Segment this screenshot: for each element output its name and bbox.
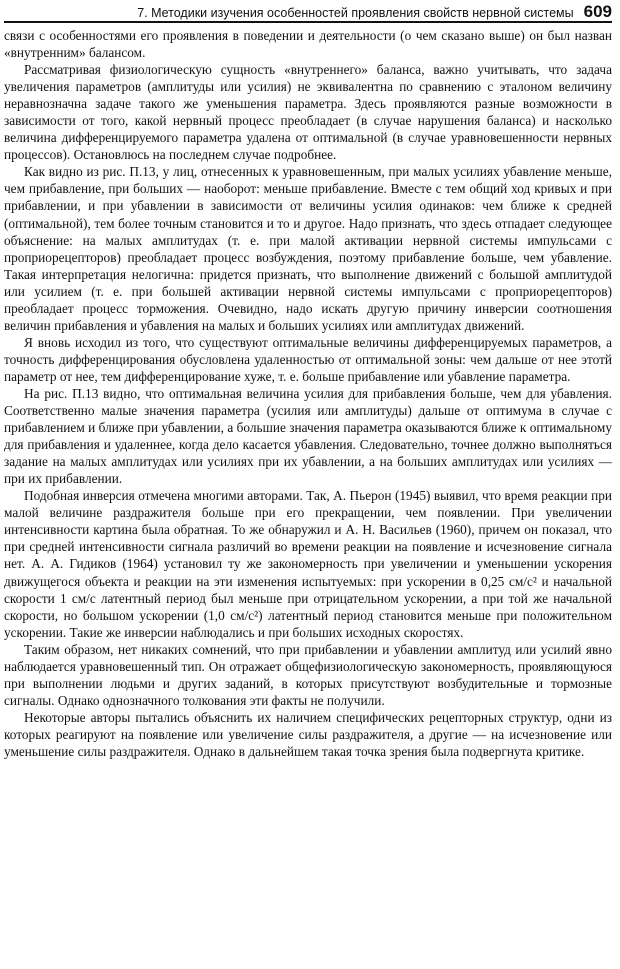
paragraph: На рис. П.13 видно, что оптимальная величина усилия для прибавления больше, чем для убавления. Соответственно малые значения параметра (усилия или амплитуды) дальше от оптимума в случае с прибавлением и ближе при убавлении, а большие значения параметра оказываются ближе к оптимальному для прибавления и удаленнее, когда дело касается убавления. Следовательно, точнее должно выполняться задание на малых амплитудах или усилиях при их убавлении, а на больших амплитудах или усилиях — при их прибавлении. — [4, 385, 612, 487]
paragraph: Подобная инверсия отмечена многими авторами. Так, А. Пьерон (1945) выявил, что время реакции при малой величине раздражителя больше при его прекращении, чем появлении. При увеличении интенсивности картина была обратная. То же обнаружил и А. Н. Васильев (1960), причем он показал, что при средней интенсивности сигнала различий во времени реакции на появление и исчезновение сигнала нет. А. А. Гидиков (1964) установил ту же закономерность при увеличении и уменьшении ускорения движущегося объекта и реакции на эти изменения испытуемых: при ускорении в 0,25 см/с² и начальной скорости 1 см/с латентный период был меньше при отрицательном ускорении, а при той же начальной скорости, но большом ускорении (1,0 см/с²) латентный период становится меньше при положительном ускорении. Такие же инверсии наблюдались и при больших исходных скоростях. — [4, 488, 612, 640]
paragraph: Как видно из рис. П.13, у лиц, отнесенных к уравновешенным, при малых усилиях убавление меньше, чем прибавление, при больших — наоборот: меньше прибавление. Вместе с тем общий ход кривых и при прибавлении, и при убавлении в зависимости от величины усилия одинаков: чем ближе к средней (оптимальной), тем более точным становится и то и другое. Надо признать, что здесь отпадает следующее объяснение: на малых амплитудах (т. е. при малой активации нервной системы импульсами с проприорецепторов) преобладает процесс возбуждения, поэтому прибавление больше, чем убавление. Такая интерпретация нелогична: придется признать, что выполнение движений с большой амплитудой или усилием (т. е. при большей активации нервной системы импульсами с проприорецепторов) преобладает процесс торможения. Очевидно, надо искать другую причину инверсии соотношения величин прибавления и убавления на малых и больших усилиях или амплитудах движений. — [4, 164, 612, 333]
body-text — [4, 23, 612, 760]
paragraph: Некоторые авторы пытались объяснить их наличием специфических рецепторных структур, одни из которых реагируют на появление или увеличение силы раздражителя, а другие — на исчезновение или уменьшение силы раздражителя. Однако в дальнейшем такая точка зрения была подвергнута критике. — [4, 709, 612, 759]
page-number: 609 — [583, 2, 612, 21]
paragraph: Рассматривая физиологическую сущность «внутреннего» баланса, важно учитывать, что задача увеличения параметров (амплитуды или усилия) не эквивалентна по сравнению с эталоном величину неравнозначна задаче такого же уменьшения параметра. Здесь проявляются разные возможности в зависимости от того, какой нервный процесс преобладает (в случае нарушения баланса) и насколько величина дифференцируемого параметра удалена от оптимальной (в случае уравновешенности нервных процессов). Остановлюсь на последнем случае подробнее. — [4, 62, 612, 163]
running-head — [4, 0, 612, 23]
paragraph: связи с особенностями его проявления в поведении и деятельности (о чем сказано выше) он был назван «внутренним» балансом. — [4, 28, 612, 61]
paragraph: Таким образом, нет никаких сомнений, что при прибавлении и убавлении амплитуд или усилий явно наблюдается уравновешенный тип. Он отражает общефизиологическую закономерность, проявляющуюся при выполнении людьми и других заданий, в которых присутствуют возбудительные и тормозные сигналы. Однако однозначного толкования эти факты не получили. — [4, 641, 612, 708]
chapter-running-title: 7. Методики изучения особенностей проявления свойств нервной системы — [137, 6, 574, 20]
paragraph: Я вновь исходил из того, что существуют оптимальные величины дифференцируемых параметров, а точность дифференцирования обусловлена удаленностью от оптимальной зоны: чем дальше от нее этотй параметр от нее, тем дифференцирование хуже, т. е. больше прибавление или убавление параметра. — [4, 334, 612, 384]
